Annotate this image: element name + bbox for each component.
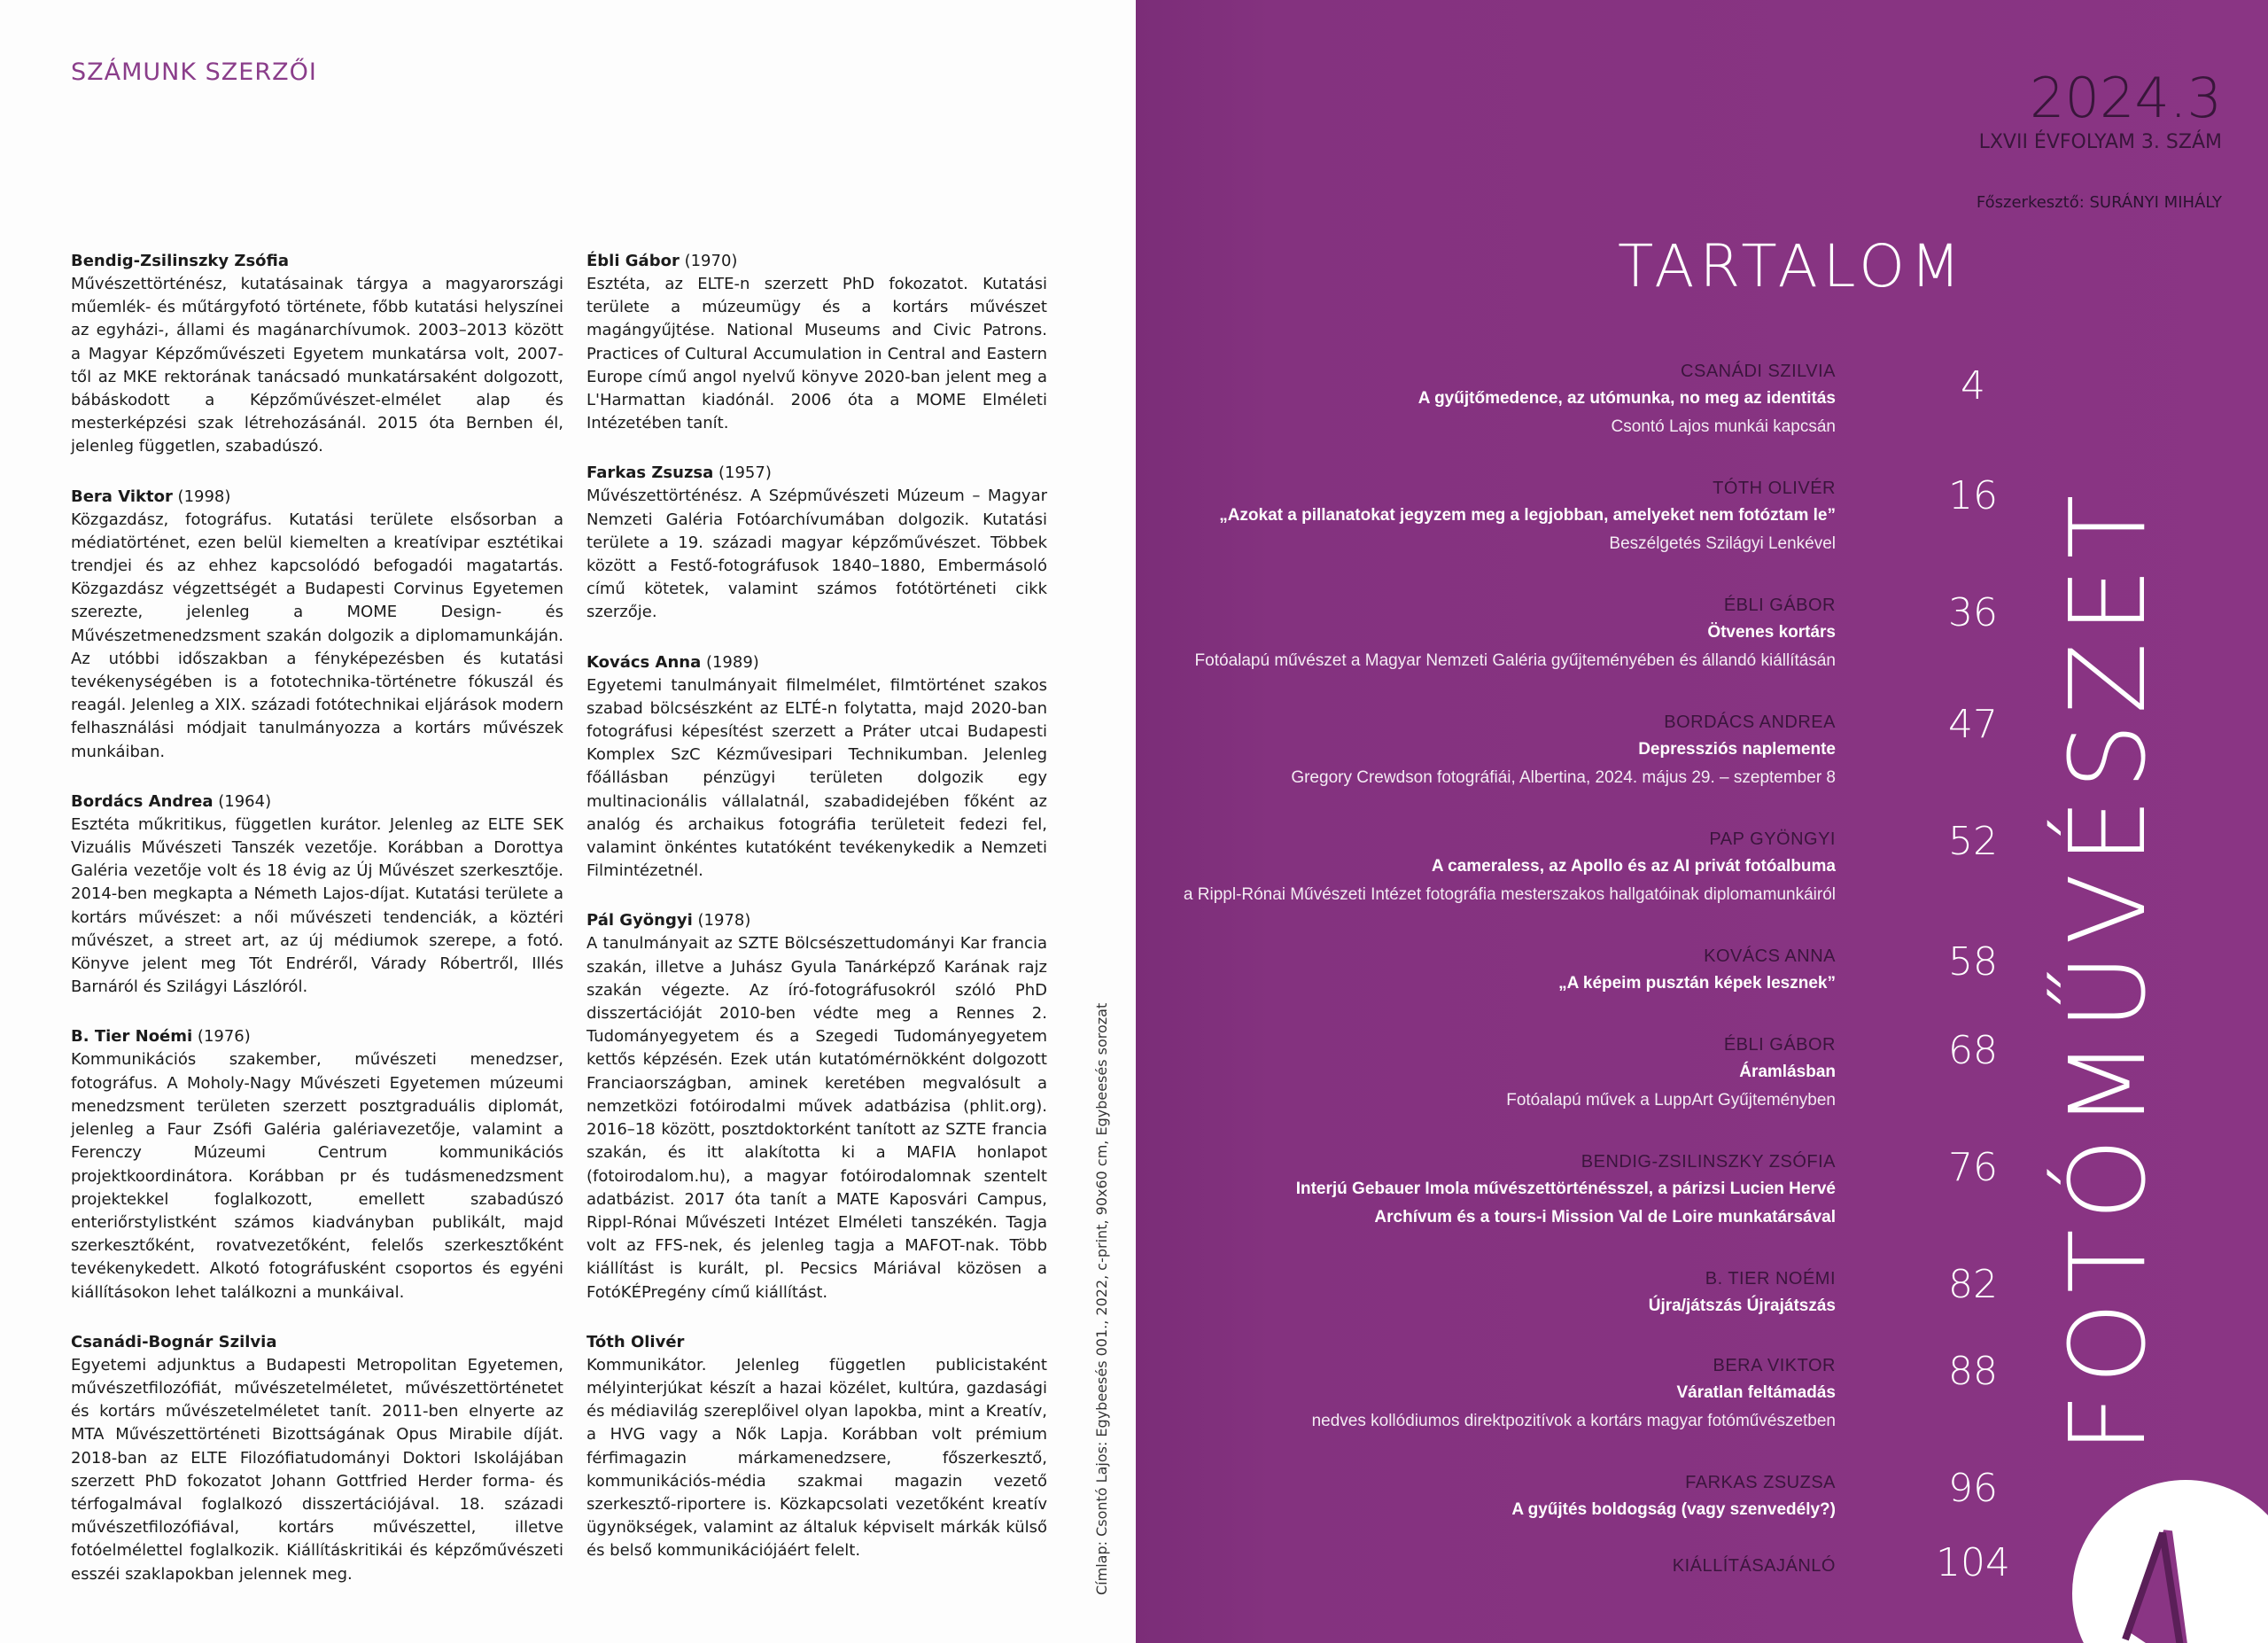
bio-entry [71, 1331, 563, 1586]
toc-page-number: 96 [1948, 1466, 1998, 1511]
toc-entry[interactable] [1136, 1265, 1836, 1320]
bio-name: Bordács Andrea [71, 791, 214, 811]
bio-text: Közgazdász, fotográfus. Kutatási területe elsősorban a médiatörténet, ezen belül kiemelten a kreatívipar esztétikai trendjei és az ehhez kapcsolódó befogadói magatartás. Közgazdász végzettségét a Budapesti Corvinus Egyetemen szerezte, jelenleg a MOME Design- és Művészetmenedzsment szakán dolgozik a diplomamunkáján. Az utóbbi időszakban a fényképezésben és kutatási tevékenységében is a fototechnika-történetre fókuszál és reagál. Jelenleg a XIX. századi fotótechnikai eljárások modern felhasználási módjait tanulmányozza a kortárs művészek munkáiban. [71, 510, 563, 761]
toc-entry[interactable] [1136, 1352, 1836, 1436]
bio-name: Pál Gyöngyi [586, 911, 693, 931]
bio-year: (1957) [713, 463, 772, 483]
toc-author: BORDÁCS ANDREA [1664, 712, 1836, 732]
bio-text: Kommunikátor. Jelenleg független publicistaként mélyinterjúkat készít a hazai közélet, kultúra, gazdasági és médiavilág szereplőivel olyan lapokba, mint a Kreatív, a HVG vagy a Nők Lapja. Korábban volt prémium férfimagazin márkamenedzsere, főszerkesztő, kommunikációs-média szakmai magazin vezető szerkesztő-riportere is. Közkapcsolati vezetőként kreatív ügynökségek, valamint az általuk képviselt márkák külső és belső kommunikációjáért felelt. [586, 1355, 1047, 1561]
bio-entry [586, 462, 1047, 624]
bio-name: Csanádi-Bognár Szilvia [71, 1332, 277, 1351]
toc-page-number: 82 [1948, 1262, 1998, 1307]
toc-author: BENDIG-ZSILINSZKY ZSÓFIA [1581, 1152, 1836, 1172]
toc-page-number: 16 [1948, 473, 1998, 518]
toc-subtitle: Gregory Crewdson fotográfiái, Albertina, 2024. május 29. – szeptember 8 [1291, 768, 1836, 787]
toc-entry[interactable] [1136, 826, 1836, 909]
toc-entry[interactable] [1136, 1032, 1836, 1115]
contents-page [1136, 0, 2268, 1643]
toc-article-title: „A képeim pusztán képek lesznek” [1558, 974, 1836, 993]
bio-name: Tóth Olivér [586, 1332, 685, 1351]
toc-entry[interactable] [1136, 358, 1836, 441]
toc-page-number: 104 [1936, 1540, 2010, 1585]
toc-page-number: 36 [1948, 590, 1998, 635]
toc-article-title: „Azokat a pillanatokat jegyzem meg a legjobban, amelyeket nem fotóztam le” [1219, 506, 1836, 525]
toc-subtitle: Beszélgetés Szilágyi Lenkével [1609, 534, 1836, 553]
bio-name: B. Tier Noémi [71, 1027, 193, 1047]
toc-author: PAP GYÖNGYI [1709, 829, 1836, 849]
toc-title: TARTALOM [1618, 232, 1967, 300]
masthead: FOTÓMŰVÉSZET [2047, 486, 2169, 1453]
toc-page-number: 47 [1948, 702, 1998, 747]
bio-year: (1964) [213, 791, 272, 811]
logo-mark-icon [2070, 1478, 2268, 1643]
toc-article-title: A cameraless, az Apollo és az AI privát fotóalbuma [1431, 857, 1836, 876]
toc-article-title: Depressziós naplemente [1638, 740, 1836, 759]
toc-page-number: 58 [1948, 939, 1998, 985]
bio-entry [71, 250, 563, 459]
bio-text: Kommunikációs szakember, művészeti menedzser, fotográfus. A Moholy-Nagy Művészeti Egyetemen múzeumi menedzsment területen szerzett posztgraduális diplomát, jelenleg a Faur Zsófi Galéria galériavezetője, valamint a Ferenczy Múzeumi Centrum kommunikációs projektkoordinátora. Korábban pr és tudásmenedzsment projektekkel foglalkozott, emellett szabadúszó enteriőrstylistként számos kiadványban publikált, majd szerkesztőként, rovatvezetőként, felelős szerkesztőként tevékenykedett. Alkotó fotográfusként csoportos és egyéni kiállításokon lehet találkozni a munkáival. [71, 1050, 563, 1302]
bio-text: Egyetemi tanulmányait filmelmélet, filmtörténet szakos szabad bölcsészként az ELTÉ-n folytatta, majd 2020-ban fotográfusi képesítést szerzett a Práter utcai Budapesti Komplex SzC Kézművesipari Technikumban. Jelenleg főállásban pénzügyi területen dolgozik egy multinacionális vállalatnál, szabadidejében főként az analóg és archaikus fotográfia területeit fedezi fel, valamint önkéntes kutatóként tevékenykedik a Nemzeti Filmintézetnél. [586, 675, 1047, 881]
toc-subtitle: Fotóalapú művészet a Magyar Nemzeti Galéria gyűjteményében és állandó kiállításán [1194, 651, 1836, 670]
bio-text: Egyetemi adjunktus a Budapesti Metropolitan Egyetemen, művészetfilozófiát, művészetelméletet, művészettörténetet és kortárs művészetelméletet tanít. 2011-ben elnyerte az MTA Művészettörténeti Bizottságának Opus Mirabile díját. 2018-ban az ELTE Filozófiatudományi Doktori Iskolájában szerzett PhD fokozatot Johann Gottfried Herder forma- és térfogalmával foglalkozó disszertációjával. 18. századi művészetfilozófiával, kortárs művészettel, illetve fotóelmélettel foglalkozik. Kiállításkritikái és képzőművészeti esszéi szaklapokban jelennek meg. [71, 1355, 563, 1584]
toc-author: KOVÁCS ANNA [1704, 946, 1836, 966]
toc-article-title: Áramlásban [1739, 1063, 1836, 1081]
toc-article-title-line2: Archívum és a tours-i Mission Val de Loire munkatársával [1374, 1208, 1836, 1226]
toc-page-number: 88 [1948, 1349, 1998, 1394]
toc-article-title: Váratlan feltámadás [1676, 1383, 1836, 1402]
toc-entry[interactable] [1136, 475, 1836, 558]
bio-year: (1970) [679, 252, 738, 270]
bio-entry [586, 651, 1047, 884]
toc-subtitle: nedves kollódiumos direktpozitívok a kortárs magyar fotóművészetben [1311, 1412, 1836, 1430]
section-heading: SZÁMUNK SZERZŐI [71, 58, 317, 86]
bio-entry [586, 909, 1047, 1304]
toc-author: BERA VIKTOR [1713, 1356, 1836, 1375]
toc-article-title: A gyűjtőmedence, az utómunka, no meg az identitás [1418, 389, 1836, 408]
bio-text: A tanulmányait az SZTE Bölcsészettudományi Kar francia szakán, illetve a Juhász Gyula Tanárképző Karának rajz szakán végezte. Az író-fotográfusokról szóló PhD disszertációját 2010-ben védte meg a Rennes 2. Tudományegyetem és a Szegedi Tudományegyetem kettős képzésén. Ezek után kutatómérnökként dolgozott Franciaországban, aminek keretében megvalósult a nemzetközi fotóirodalmi művek adatbázisa (phlit.org). 2016–18 között, posztdoktorként tanított az SZTE francia szakán, és itt alakította ki a MAFIA honlapot (fotoirodalom.hu), a magyar fotóirodalomnak szentelt adatbázist. 2017 óta tanít a MATE Kaposvári Campus, Rippl-Rónai Művészeti Intézet Elméleti tanszékén. Tagja volt az FFS-nek, és jelenleg tagja a MAFOT-nak. Több kiállítást is kurált, pl. Pecsics Máriával közösen a FotóKÉPregény című kiállítást. [586, 934, 1047, 1302]
toc-entry[interactable] [1136, 709, 1836, 792]
bio-text: Művészettörténész, kutatásainak tárgya a magyarországi műemlék- és műtárgyfotó története, főbb kutatási helyszínei az egyházi-, állami és magánarchívumok. 2003–2013 között a Magyar Képzőművészeti Egyetem munkatársa volt, 2007-től az MKE rektorának tanácsadó munkatársaként dolgozott, bábáskodott a Képzőművészet-elmélet alap és mesterképzési szak létrehozásánál. 2015 óta Bernben él, jelenleg független, szabadúszó. [71, 275, 563, 456]
toc-author: CSANÁDI SZILVIA [1681, 362, 1836, 381]
toc-author: TÓTH OLIVÉR [1713, 479, 1836, 498]
bio-name: Ébli Gábor [586, 252, 680, 270]
toc-author: FARKAS ZSUZSA [1685, 1473, 1836, 1492]
toc-page-number: 4 [1961, 363, 1985, 409]
toc-article-title: A gyűjtés boldogság (vagy szenvedély?) [1511, 1500, 1836, 1519]
cover-credit: Címlap: Csontó Lajos: Egybeesés 001., 2022, c-print, 90x60 cm, Egybeesés sorozat [1093, 1002, 1110, 1595]
bio-year: (1978) [692, 911, 751, 931]
bio-entry [586, 1331, 1047, 1563]
toc-article-title: Interjú Gebauer Imola művészettörténésszel, a párizsi Lucien Hervé [1295, 1180, 1836, 1198]
bio-year: (1998) [172, 487, 231, 506]
editor-credit: Főszerkesztő: SURÁNYI MIHÁLY [1976, 193, 2222, 212]
toc-author: ÉBLI GÁBOR [1723, 596, 1836, 615]
bio-year: (1989) [701, 652, 759, 672]
bio-text: Esztéta műkritikus, független kurátor. Jelenleg az ELTE SEK Vizuális Művészeti Tanszék vezetője. Korábban a Dorottya Galéria vezetője volt és 18 évig az Új Művészet szerkesztője. 2014-ben megkapta a Németh Lajos-díjat. Kutatási területe a kortárs művészet: a női művészeti tendenciák, a köztéri művészet, a street art, az új médiumok szerepe, a fotó. Könyve jelent meg Tót Endréről, Várady Róbertről, Illés Barnáról és Szilágyi Lászlóról. [71, 814, 563, 997]
toc-subtitle: Csontó Lajos munkái kapcsán [1611, 417, 1836, 436]
toc-subtitle: Fotóalapú művek a LuppArt Gyűjteményben [1506, 1091, 1836, 1110]
bio-entry [71, 790, 563, 1000]
toc-entry[interactable] [1136, 1553, 1836, 1579]
toc-author: KIÁLLÍTÁSAJÁNLÓ [1672, 1556, 1836, 1576]
bio-column-right [586, 250, 1047, 1590]
toc-entry[interactable] [1136, 1149, 1836, 1232]
issue-volume: LXVII ÉVFOLYAM 3. SZÁM [1978, 131, 2222, 153]
toc-article-title: Újra/játszás Újrajátszás [1648, 1296, 1836, 1315]
toc-author: ÉBLI GÁBOR [1723, 1035, 1836, 1055]
toc-author: B. TIER NOÉMI [1705, 1269, 1836, 1289]
issue-number: 2024.3 [2030, 66, 2222, 130]
bio-text: Esztéta, az ELTE-n szerzett PhD fokozatot. Kutatási területe a múzeumügy és a kortárs művészet magángyűjtése. National Museums and Civic Patrons. Practices of Cultural Accumulation in Central and Eastern Europe című angol nyelvű könyve 2020-ban jelent meg a L'Harmattan kiadónál. 2006 óta a MOME Elméleti Intézetében tanít. [586, 275, 1047, 433]
toc-entry[interactable] [1136, 592, 1836, 675]
bio-name: Kovács Anna [586, 652, 702, 672]
bio-column-left [71, 250, 563, 1613]
toc-article-title: Ötvenes kortárs [1707, 623, 1836, 642]
bio-entry [71, 486, 563, 764]
bio-entry [586, 250, 1047, 435]
toc-entry[interactable] [1136, 943, 1836, 998]
bio-year: (1976) [192, 1027, 251, 1047]
bio-entry [71, 1025, 563, 1304]
bio-name: Farkas Zsuzsa [586, 463, 714, 483]
toc-page-number: 76 [1948, 1145, 1998, 1190]
toc-subtitle: a Rippl-Rónai Művészeti Intézet fotográfia mesterszakos hallgatóinak diplomamunkáiról [1183, 885, 1836, 904]
toc-page-number: 52 [1948, 819, 1998, 864]
toc-entry[interactable] [1136, 1469, 1836, 1524]
bio-text: Művészettörténész. A Szépművészeti Múzeum – Magyar Nemzeti Galéria Fotóarchívumában dolgozik. Kutatási területe a 19. századi magyar képzőművészet. Többek között a Festő-fotográfusok 1840–1880, Embermásoló című kötetek, valamint számos fotótörténeti cikk szerzője. [586, 487, 1047, 622]
bio-name: Bera Viktor [71, 487, 173, 506]
bio-name: Bendig-Zsilinszky Zsófia [71, 252, 290, 270]
toc-page-number: 68 [1948, 1028, 1998, 1073]
